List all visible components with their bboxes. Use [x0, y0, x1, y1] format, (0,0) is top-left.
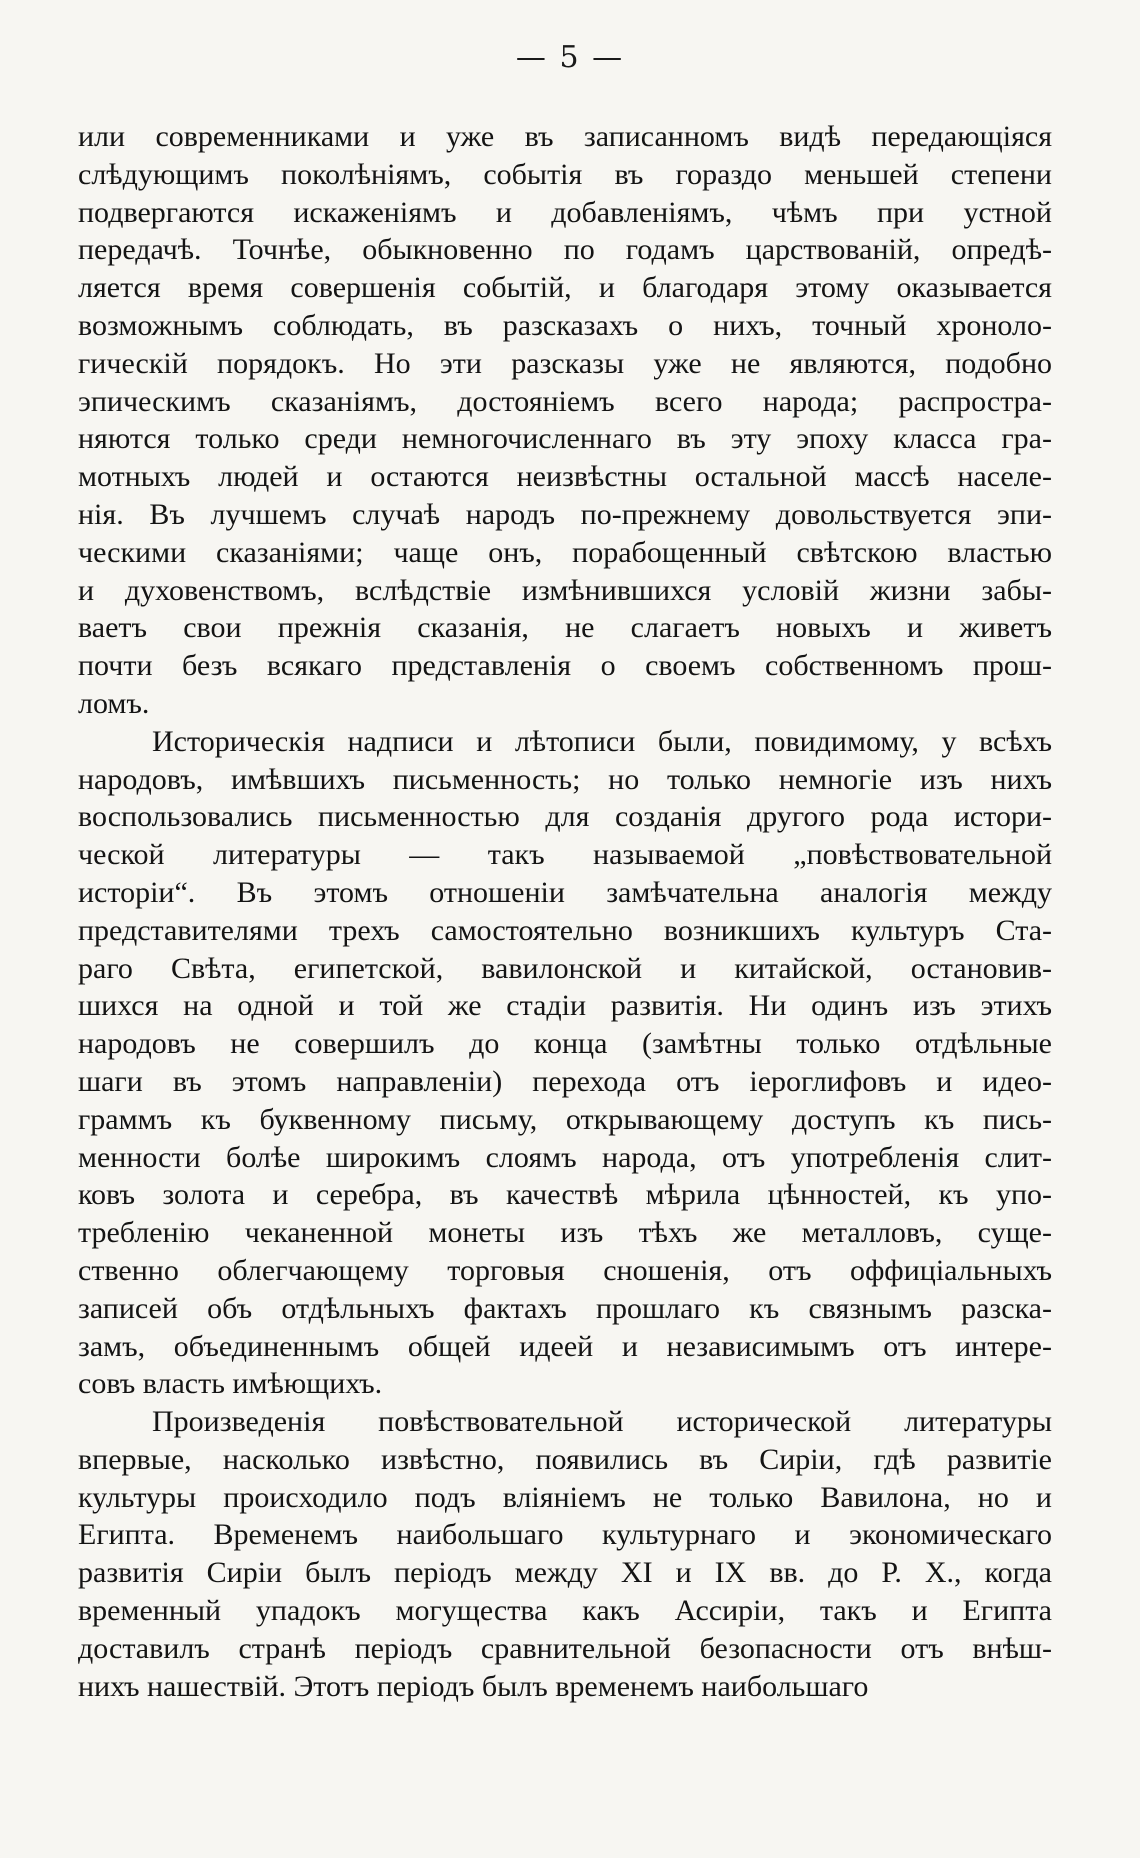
text-line: ляется время совершенія событій, и благодаря этому оказывается — [78, 271, 1052, 305]
text-line: ческими сказаніями; чаще онъ, порабощенный свѣтскою властью — [78, 535, 1052, 569]
text-line: и духовенствомъ, вслѣдствіе измѣнившихся условій жизни забы- — [78, 573, 1052, 607]
text-line: передачѣ. Точнѣе, обыкновенно по годамъ царствованій, опредѣ- — [78, 233, 1052, 267]
text-line: ческой литературы — такъ называемой „повѣствовательной — [78, 838, 1052, 872]
text-line: менности болѣе широкимъ слоямъ народа, отъ употребленія слит- — [78, 1140, 1052, 1174]
text-line: развитія Сиріи былъ періодъ между XI и IX вв. до Р. Х., когда — [78, 1556, 1052, 1590]
text-line: исторіи“. Въ этомъ отношеніи замѣчательна аналогія между — [78, 875, 1052, 909]
text-line: представителями трехъ самостоятельно возникшихъ культуръ Ста- — [78, 913, 1052, 947]
text-line: или современниками и уже въ записанномъ видѣ передающіяся — [78, 120, 1052, 153]
text-line: шихся на одной и той же стадіи развитія. Ни одинъ изъ этихъ — [78, 989, 1052, 1023]
text-line: воспользовались письменностью для созданія другого рода истори- — [78, 800, 1052, 834]
text-line: замъ, объединеннымъ общей идеей и независимымъ отъ интере- — [78, 1329, 1052, 1363]
text-line: совъ власть имѣющихъ. — [78, 1367, 383, 1401]
text-line: слѣдующимъ поколѣніямъ, событія въ гораздо меньшей степени — [78, 157, 1052, 191]
text-line: нія. Въ лучшемъ случаѣ народъ по-прежнему довольствуется эпи- — [78, 497, 1052, 531]
text-line: няются только среди немногочисленнаго въ эту эпоху класса гра- — [78, 422, 1052, 456]
text-line: Произведенія повѣствовательной исторической литературы — [152, 1405, 1052, 1439]
text-line: мотныхъ людей и остаются неизвѣстны остальной массѣ населе- — [78, 460, 1052, 494]
text-line: почти безъ всякаго представленія о своемъ собственномъ прош- — [78, 649, 1052, 683]
text-line: эпическимъ сказаніямъ, достояніемъ всего народа; распростра- — [78, 384, 1052, 418]
text-line: ваетъ свои прежнія сказанія, не слагаетъ новыхъ и живетъ — [78, 611, 1052, 645]
text-line: культуры происходило подъ вліяніемъ не только Вавилона, но и — [78, 1480, 1052, 1514]
text-line: народовъ, имѣвшихъ письменность; но только немногіе изъ нихъ — [78, 762, 1052, 796]
text-line: раго Свѣта, египетской, вавилонской и китайской, остановив- — [78, 951, 1052, 985]
text-line: шаги въ этомъ направленіи) перехода отъ іероглифовъ и идео- — [78, 1064, 1052, 1098]
text-line: временный упадокъ могущества какъ Ассиріи, такъ и Египта — [78, 1594, 1052, 1628]
text-line: записей объ отдѣльныхъ фактахъ прошлаго къ связнымъ разска- — [78, 1291, 1052, 1325]
paragraph — [78, 723, 1052, 1403]
paragraph — [78, 118, 1052, 723]
text-line: гическій порядокъ. Но эти разсказы уже не являются, подобно — [78, 346, 1052, 380]
body-text — [78, 118, 1052, 1705]
text-line: возможнымъ соблюдать, въ разсказахъ о нихъ, точный хроноло- — [78, 308, 1052, 342]
text-line: нихъ нашествій. Этотъ періодъ былъ временемъ наибольшаго — [78, 1669, 869, 1703]
text-line: ломъ. — [78, 686, 150, 720]
text-line: доставилъ странѣ періодъ сравнительной безопасности отъ внѣш- — [78, 1631, 1052, 1665]
text-line: народовъ не совершилъ до конца (замѣтны только отдѣльные — [78, 1027, 1052, 1061]
text-line: ственно облегчающему торговыя сношенія, отъ оффиціальныхъ — [78, 1253, 1052, 1287]
page-number: — 5 — — [515, 40, 625, 75]
text-line: Египта. Временемъ наибольшаго культурнаго и экономическаго — [78, 1518, 1052, 1552]
text-line: граммъ къ буквенному письму, открывающему доступъ къ пись- — [78, 1102, 1052, 1136]
text-line: подвергаются искаженіямъ и добавленіямъ, чѣмъ при устной — [78, 195, 1052, 229]
text-line: Историческія надписи и лѣтописи были, повидимому, у всѣхъ — [152, 724, 1052, 758]
text-line: впервые, насколько извѣстно, появились въ Сиріи, гдѣ развитіе — [78, 1442, 1052, 1476]
paragraph — [78, 1403, 1052, 1705]
text-line: ковъ золота и серебра, въ качествѣ мѣрила цѣнностей, къ упо- — [78, 1178, 1052, 1212]
text-line: требленію чеканенной монеты изъ тѣхъ же металловъ, суще- — [78, 1216, 1052, 1250]
